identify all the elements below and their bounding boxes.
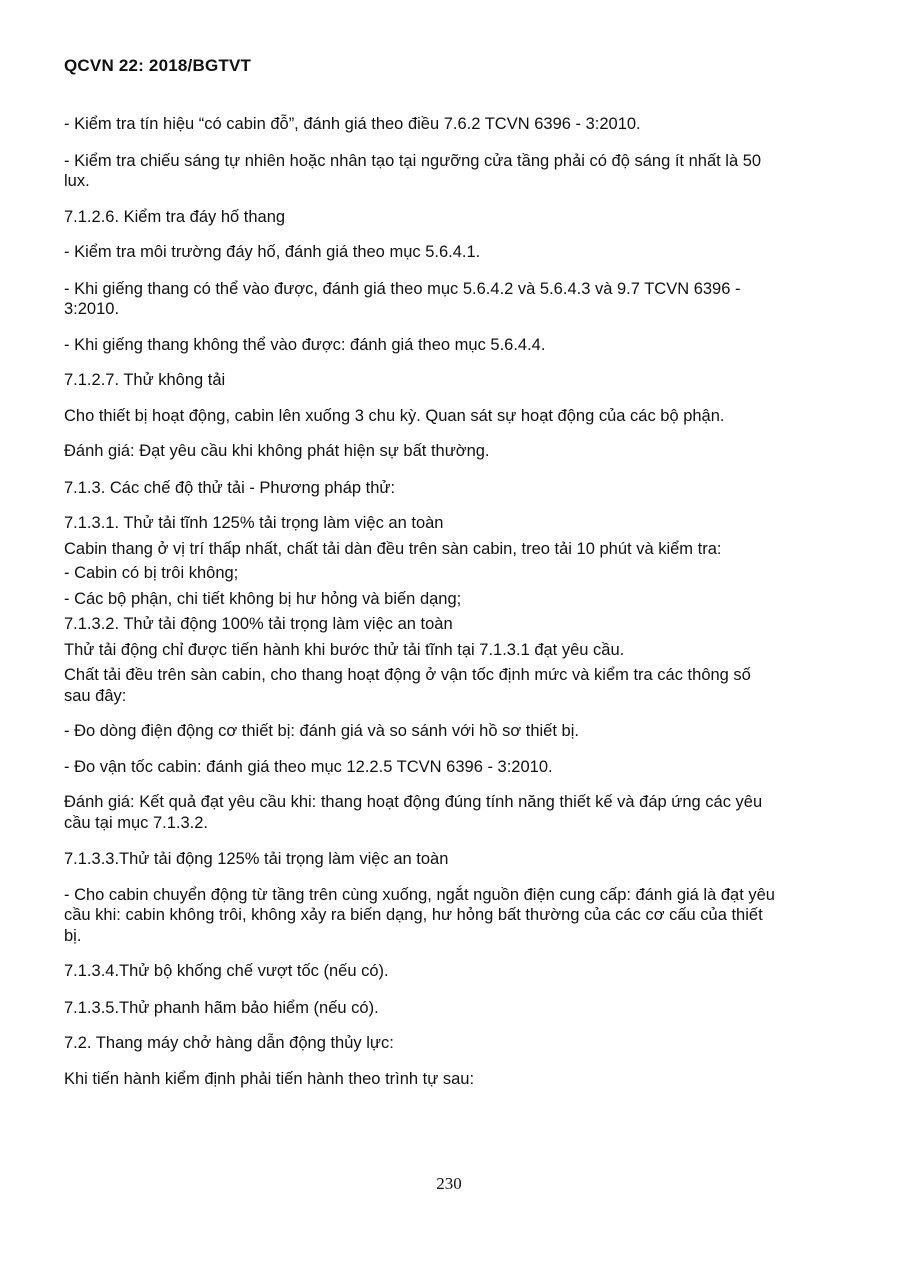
paragraph: Cabin thang ở vị trí thấp nhất, chất tải dàn đều trên sàn cabin, treo tải 10 phút và kiểm tra:	[64, 539, 722, 558]
paragraph: - Các bộ phận, chi tiết không bị hư hỏng và biến dạng;	[64, 589, 462, 608]
section-heading: 7.1.3.3.Thử tải động 125% tải trọng làm việc an toàn	[64, 850, 449, 868]
paragraph: Khi tiến hành kiểm định phải tiến hành theo trình tự sau:	[64, 1069, 475, 1088]
document-body	[64, 114, 780, 1089]
paragraph: Đánh giá: Đạt yêu cầu khi không phát hiện sự bất thường.	[64, 442, 490, 460]
paragraph: - Đo vận tốc cabin: đánh giá theo mục 12.2.5 TCVN 6396 - 3:2010.	[64, 757, 553, 776]
section-heading: 7.1.2.6. Kiểm tra đáy hố thang	[64, 207, 286, 226]
paragraph: Chất tải đều trên sàn cabin, cho thang hoạt động ở vận tốc định mức và kiểm tra các thông số sau đây:	[64, 666, 751, 705]
paragraph: - Kiểm tra tín hiệu “có cabin đỗ”, đánh giá theo điều 7.6.2 TCVN 6396 - 3:2010.	[64, 115, 641, 133]
paragraph: - Khi giếng thang không thể vào được: đánh giá theo mục 5.6.4.4.	[64, 335, 546, 354]
page-number: 230	[436, 1174, 462, 1193]
paragraph: Thử tải động chỉ được tiến hành khi bước thử tải tĩnh tại 7.1.3.1 đạt yêu cầu.	[64, 640, 625, 659]
paragraph: - Khi giếng thang có thể vào được, đánh giá theo mục 5.6.4.2 và 5.6.4.3 và 9.7 TCVN 6396 - 3:2010.	[64, 279, 741, 318]
paragraph: - Cho cabin chuyển động từ tầng trên cùng xuống, ngắt nguồn điện cung cấp: đánh giá là đạt yêu cầu khi: cabin không trôi, không xảy ra biến dạng, hư hỏng bất thường của các cơ cấu của thiết bị.	[64, 885, 775, 945]
paragraph: Đánh giá: Kết quả đạt yêu cầu khi: thang hoạt động đúng tính năng thiết kế và đáp ứng các yêu cầu tại mục 7.1.3.2.	[64, 793, 763, 832]
section-heading: 7.1.2.7. Thử không tải	[64, 371, 226, 389]
section-heading: 7.2. Thang máy chở hàng dẫn động thủy lực:	[64, 1034, 394, 1052]
section-heading: 7.1.3. Các chế độ thử tải - Phương pháp thử:	[64, 478, 396, 497]
section-heading: 7.1.3.1. Thử tải tĩnh 125% tải trọng làm việc an toàn	[64, 514, 444, 532]
paragraph: - Đo dòng điện động cơ thiết bị: đánh giá và so sánh với hồ sơ thiết bị.	[64, 722, 579, 740]
section-heading: 7.1.3.5.Thử phanh hãm bảo hiểm (nếu có).	[64, 998, 379, 1017]
document-code-header: QCVN 22: 2018/BGTVT	[64, 56, 252, 75]
paragraph: - Cabin có bị trôi không;	[64, 564, 239, 582]
section-heading: 7.1.3.2. Thử tải động 100% tải trọng làm việc an toàn	[64, 615, 453, 633]
paragraph: Cho thiết bị hoạt động, cabin lên xuống 3 chu kỳ. Quan sát sự hoạt động của các bộ phận.	[64, 406, 725, 425]
paragraph: - Kiểm tra môi trường đáy hố, đánh giá theo mục 5.6.4.1.	[64, 243, 481, 261]
section-heading: 7.1.3.4.Thử bộ khống chế vượt tốc (nếu có).	[64, 962, 389, 980]
paragraph: - Kiểm tra chiếu sáng tự nhiên hoặc nhân tạo tại ngưỡng cửa tầng phải có độ sáng ít nhất là 50 lux.	[64, 151, 762, 190]
